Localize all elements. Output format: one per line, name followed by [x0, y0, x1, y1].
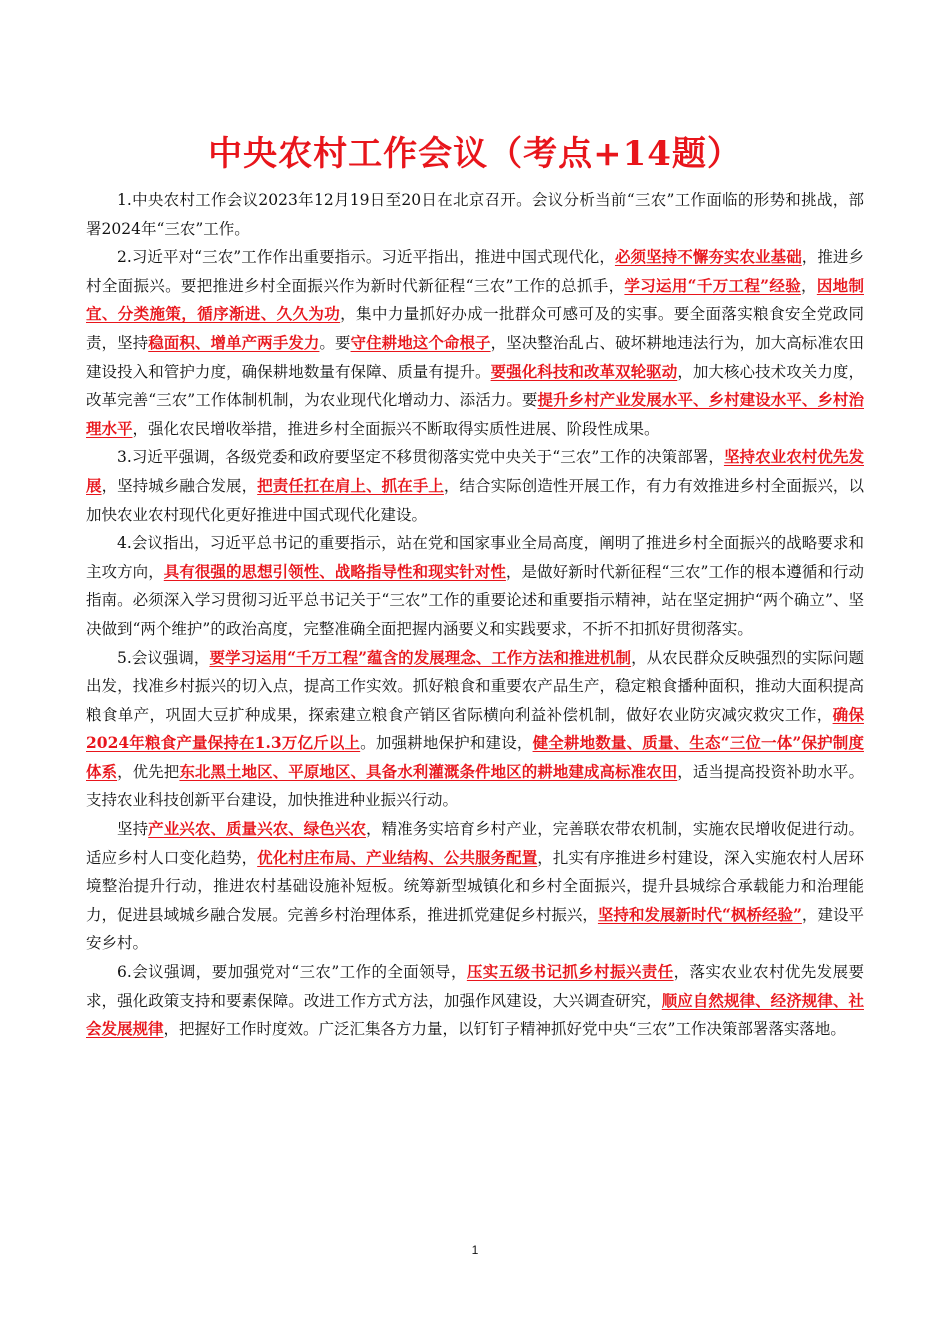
key-point-highlight: 提升乡村产业发展水平、乡村建设水平、乡村治理水平 — [86, 390, 864, 438]
body-text: 6.会议强调，要加强党对“三农”工作的全面领导， — [117, 963, 467, 982]
key-point-highlight: 产业兴农、质量兴农、绿色兴农 — [148, 819, 367, 839]
page-number: 1 — [471, 1243, 479, 1257]
key-point-highlight: 要学习运用“千万工程”蕴含的发展理念、工作方法和推进机制 — [209, 647, 632, 667]
key-point-highlight: 确保2024年粮食产量保持在1.3万亿斤以上 — [86, 704, 864, 753]
body-text: 3.习近平强调，各级党委和政府要坚定不移贯彻落实党中央关于“三农”工作的决策部署， — [117, 448, 724, 467]
key-point-highlight: 压实五级书记抓乡村振兴责任 — [466, 962, 674, 982]
body-text: ，扎实有序推进乡村建设，深入实施农村人居环境整治提升行动，推进农村基础设施补短板。统筹新型城镇化和乡村全面振兴，提升县城综合承载能力和治理能力，促进县域城乡融合发展。完善乡村治理体系，推进抓党建促乡村振兴， — [86, 848, 864, 924]
body-text: ，优先把 — [117, 762, 180, 781]
key-point-highlight: 顺应自然规律、经济规律、社会发展规律 — [86, 990, 864, 1039]
body-text: ，结合实际创造性开展工作，有力有效推进乡村全面振兴，以加快农业农村现代化更好推进中国式现代化建设。 — [86, 476, 864, 524]
body-text: 2.习近平对“三农”工作作出重要指示。习近平指出，推进中国式现代化， — [117, 248, 615, 267]
body-text: ，强化农民增收举措，推进乡村全面振兴不断取得实质性进展、阶段性成果。 — [132, 419, 660, 438]
body-text: 4.会议指出，习近平总书记的重要指示，站在党和国家事业全局高度，阐明了推进乡村全面振兴的战略要求和主攻方向， — [86, 534, 864, 581]
key-point-highlight: 必须坚持不懈夯实农业基础 — [614, 247, 802, 267]
body-text: ，适当提高投资补助水平。支持农业科技创新平台建设，加快推进种业振兴行动。 — [86, 762, 864, 810]
body-text: ，坚决整治乱占、破坏耕地违法行为，加大高标准农田建设投入和管护力度，确保耕地数量有保障、质量有提升。 — [86, 333, 864, 381]
key-point-highlight: 稳面积、增单产两手发力 — [148, 332, 320, 352]
key-point-highlight: 把责任扛在肩上、抓在手上 — [257, 475, 444, 495]
key-point-highlight: 坚持和发展新时代“枫桥经验” — [597, 904, 802, 924]
body-text: 1.中央农村工作会议2023年12月19日至20日在北京召开。会议分析当前“三农”工作面临的形势和挑战，部署2024年“三农”工作。 — [86, 191, 864, 238]
key-point-highlight: 因地制宜、分类施策，循序渐进、久久为功 — [86, 275, 864, 324]
body-text: ，集中力量抓好办成一批群众可感可及的实事。要全面落实粮食安全党政同责，坚持 — [86, 305, 864, 352]
key-point-highlight: 优化村庄布局、产业结构、公共服务配置 — [257, 847, 538, 867]
key-point-highlight: 具有很强的思想引领性、战略指导性和现实针对性 — [163, 561, 506, 581]
paragraph-6 — [86, 815, 864, 958]
body-text: ，把握好工作时度效。广泛汇集各方力量，以钉钉子精神抓好党中央“三农”工作决策部署落实落地。 — [163, 1020, 846, 1039]
body-text: 。要 — [319, 333, 351, 352]
body-text: ，从农民群众反映强烈的实际问题出发，找准乡村振兴的切入点，提高工作实效。抓好粮食和重要农产品生产，稳定粮食播种面积，推动大面积提高粮食单产，巩固大豆扩种成果，探索建立粮食产销区省际横向利益补偿机制，做好农业防灾减灾救灾工作， — [86, 648, 864, 724]
key-point-highlight: 要强化科技和改革双轮驱动 — [490, 361, 678, 381]
document-body — [86, 186, 864, 1044]
key-point-highlight: 东北黑土地区、平原地区、具备水利灌溉条件地区的耕地建成高标准农田 — [179, 761, 678, 781]
key-point-highlight: 坚持农业农村优先发展 — [86, 447, 864, 495]
body-text: ，建设平安乡村。 — [86, 905, 864, 953]
paragraph-3 — [86, 443, 864, 529]
body-text: 。加强耕地保护和建设， — [360, 734, 533, 753]
paragraph-1 — [86, 186, 864, 243]
body-text: ，落实农业农村优先发展要求，强化政策支持和要素保障。改进工作方式方法，加强作风建设，大兴调查研究， — [86, 963, 864, 1010]
page-title: 中央农村工作会议（考点+14题） — [208, 134, 742, 174]
paragraph-2 — [86, 243, 864, 443]
paragraph-7 — [86, 958, 864, 1044]
body-text: ，推进乡村全面振兴。要把推进乡村全面振兴作为新时代新征程“三农”工作的总抓手， — [86, 248, 864, 295]
body-text: ， — [801, 276, 817, 295]
body-text: ，是做好新时代新征程“三农”工作的根本遵循和行动指南。必须深入学习贯彻习近平总书记关于“三农”工作的重要论述和重要指示精神，站在坚定拥护“两个确立”、坚决做到“两个维护”的政治高度，完整准确全面把握内涵要义和实践要求，不折不扣抓好贯彻落实。 — [86, 562, 864, 638]
body-text: 坚持 — [117, 820, 149, 839]
body-text: ，精准务实培育乡村产业，完善联农带农机制，实施农民增收促进行动。适应乡村人口变化趋势， — [86, 820, 864, 867]
key-point-highlight: 学习运用“千万工程”经验 — [624, 275, 802, 295]
body-text: ，坚持城乡融合发展， — [101, 476, 258, 495]
key-point-highlight: 守住耕地这个命根子 — [350, 332, 491, 352]
key-point-highlight: 健全耕地数量、质量、生态“三位一体”保护制度体系 — [86, 733, 864, 781]
body-text: 5.会议强调， — [117, 648, 210, 667]
paragraph-4 — [86, 529, 864, 643]
paragraph-5 — [86, 644, 864, 816]
body-text: ，加大核心技术攻关力度，改革完善“三农”工作体制机制，为农业现代化增动力、添活力。要 — [86, 362, 864, 410]
